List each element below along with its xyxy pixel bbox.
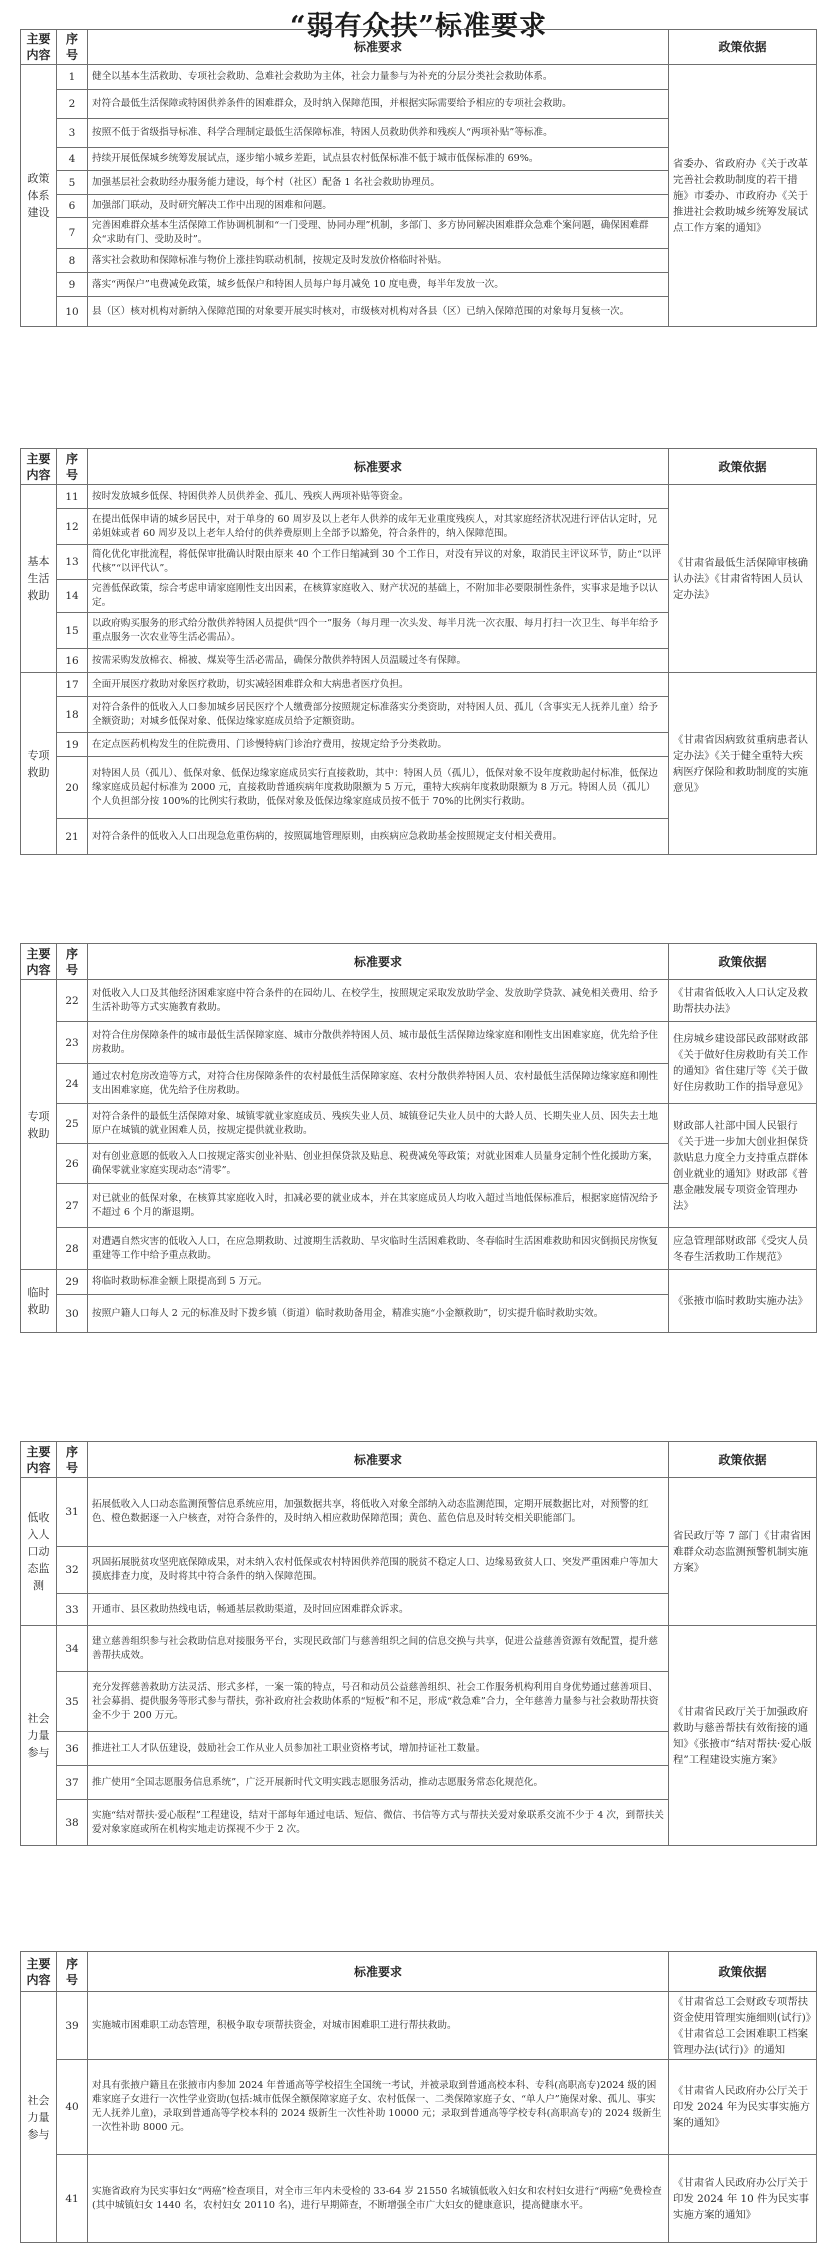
page-title: “弱有众扶”标准要求 <box>289 11 548 42</box>
requirement-text: 完善困难群众基本生活保障工作协调机制和“一门受理、协同办理”机制，多部门、多方协同解决困难群众急难个案问题，确保困难群众“求助有门、受助及时”。 <box>88 218 669 249</box>
requirement-text: 建立慈善组织参与社会救助信息对接服务平台，实现民政部门与慈善组织之间的信息交换与共享，促进公益慈善资源有效配置，提升慈善帮扶成效。 <box>88 1626 669 1672</box>
header-requirement: 标准要求 <box>88 1442 669 1478</box>
requirement-text: 以政府购买服务的形式给分散供养特困人员提供“四个一”服务（每月理一次头发、每半月洗一次衣服、每月打扫一次卫生、每半年给予重点服务一次农业等生活必需品）。 <box>88 613 669 649</box>
row-number: 1 <box>57 65 88 90</box>
requirement-text: 按时发放城乡低保、特困供养人员供养金、孤儿、残疾人两项补贴等资金。 <box>88 485 669 509</box>
header-basis: 政策依据 <box>669 1952 817 1992</box>
standards-table-2 <box>20 448 817 855</box>
policy-basis: 《甘肃省最低生活保障审核确认办法》《甘肃省特困人员认定办法》 <box>669 485 817 673</box>
requirement-text: 按照不低于省级指导标准、科学合理制定最低生活保障标准，特困人员救助供养和残疾人“两项补贴”等标准。 <box>88 119 669 148</box>
header-basis: 政策依据 <box>669 1442 817 1478</box>
row-number: 3 <box>57 119 88 148</box>
requirement-text: 对已就业的低保对象，在核算其家庭收入时，扣减必要的就业成本，并在其家庭成员人均收入超过当地低保标准后，根据家庭情况给予不超过 6 个月的渐退期。 <box>88 1184 669 1228</box>
section-special-assistance: 专项救助 <box>21 980 57 1270</box>
policy-basis: 省委办、省政府办《关于改革完善社会救助制度的若干措施》市委办、市政府办《关于推进社会救助城乡统筹发展试点工作方案的通知》 <box>669 65 817 327</box>
section-low-income-monitoring: 低收入人口动态监测 <box>21 1478 57 1626</box>
row-number: 11 <box>57 485 88 509</box>
policy-basis: 《甘肃省民政厅关于加强政府救助与慈善帮扶有效衔接的通知》《张掖市“结对帮扶·爱心版程”工程建设实施方案》 <box>669 1626 817 1846</box>
requirement-text: 拓展低收入人口动态监测预警信息系统应用，加强数据共享，将低收入对象全部纳入动态监测范围，定期开展数据比对，对预警的红色、橙色数据逐一入户核查，对符合条件的，及时纳入相应救助保障范围；黄色、蓝色信息及时转交相关职能部门。 <box>88 1478 669 1547</box>
requirement-text: 落实社会救助和保障标准与物价上涨挂钩联动机制，按规定及时发放价格临时补贴。 <box>88 249 669 273</box>
section-social-force: 社会力量参与 <box>21 1626 57 1846</box>
requirement-text: 完善低保政策，综合考虑申请家庭刚性支出因素，在核算家庭收入、财产状况的基础上，不附加非必要限制性条件，实事求是地予以认定。 <box>88 580 669 613</box>
row-number: 19 <box>57 733 88 757</box>
row-number: 33 <box>57 1594 88 1626</box>
header-content: 主要内容 <box>21 30 57 65</box>
policy-basis: 《甘肃省因病致贫重病患者认定办法》《关于健全重特大疾病医疗保险和救助制度的实施意见》 <box>669 673 817 855</box>
row-number: 10 <box>57 297 88 327</box>
requirement-text: 加强部门联动，及时研究解决工作中出现的困难和问题。 <box>88 195 669 218</box>
row-number: 17 <box>57 673 88 697</box>
header-seq: 序号 <box>57 449 88 485</box>
header-content: 主要内容 <box>21 944 57 980</box>
row-number: 32 <box>57 1547 88 1594</box>
header-seq: 序号 <box>57 944 88 980</box>
requirement-text: 对具有张掖户籍且在张掖市内参加 2024 年普通高等学校招生全国统一考试，并被录取到普通高校本科、专科(高职高专)2024 级的困难家庭子女进行一次性学业资助(包括:城市低保全额保障家庭子女、农村低保一、二类保障家庭子女、“单人户”施保对象、孤儿、事实无人抚养儿童)，录取到普通高等学校本科的 2024 级新生一次性补助 10000 元；录取到普通高等学校专科(高职高专)的 2024 级新生一次性补助 8000 元。 <box>88 2060 669 2155</box>
row-number: 22 <box>57 980 88 1022</box>
row-number: 29 <box>57 1270 88 1295</box>
requirement-text: 全面开展医疗救助对象医疗救助，切实减轻困难群众和大病患者医疗负担。 <box>88 673 669 697</box>
row-number: 18 <box>57 697 88 733</box>
header-content: 主要内容 <box>21 449 57 485</box>
requirement-text: 充分发挥慈善救助方法灵活、形式多样，一案一策的特点，号召和动员公益慈善组织、社会工作服务机构利用自身优势通过慈善项目、社会募捐、提供服务等形式参与帮扶，弥补政府社会救助体系的“短板”和不足，形成“救急难”合力，全年慈善力量参与社会救助帮扶资金不少于 200 万元。 <box>88 1672 669 1732</box>
header-requirement: 标准要求 <box>88 449 669 485</box>
section-special-assistance: 专项救助 <box>21 673 57 855</box>
standards-table-5 <box>20 1951 817 2243</box>
requirement-text: 对符合住房保障条件的城市最低生活保障家庭、城市分散供养特困人员、城市最低生活保障边缘家庭和刚性支出困难家庭，优先给予住房救助。 <box>88 1022 669 1064</box>
header-seq: 序号 <box>57 30 88 65</box>
requirement-text: 实施“结对帮扶·爱心版程”工程建设，结对干部每年通过电话、短信、微信、书信等方式与帮扶关爱对象联系交流不少于 4 次，到帮扶关爱对象家庭或所在机构实地走访探视不少于 2 次。 <box>88 1800 669 1846</box>
policy-basis: 财政部人社部中国人民银行《关于进一步加大创业担保贷款贴息力度全力支持重点群体创业就业的通知》财政部《普惠金融发展专项资金管理办法》 <box>669 1104 817 1228</box>
row-number: 35 <box>57 1672 88 1732</box>
row-number: 34 <box>57 1626 88 1672</box>
standards-table-4 <box>20 1441 817 1846</box>
requirement-text: 对低收入人口及其他经济困难家庭中符合条件的在园幼儿、在校学生，按照规定采取发放助学金、发放助学贷款、减免相关费用、给予生活补助等方式实施教育救助。 <box>88 980 669 1022</box>
requirement-text: 简化优化审批流程，将低保审批确认时限由原来 40 个工作日缩减到 30 个工作日，对没有异议的对象，取消民主评议环节，防止“以评代核”“以评代认”。 <box>88 545 669 580</box>
row-number: 9 <box>57 273 88 297</box>
row-number: 14 <box>57 580 88 613</box>
row-number: 2 <box>57 90 88 119</box>
requirement-text: 对符合最低生活保障或特困供养条件的困难群众，及时纳入保障范围，并根据实际需要给予相应的专项社会救助。 <box>88 90 669 119</box>
requirement-text: 通过农村危房改造等方式，对符合住房保障条件的农村最低生活保障家庭、农村分散供养特困人员、农村最低生活保障边缘家庭和刚性支出困难家庭，优先给予住房救助。 <box>88 1064 669 1104</box>
header-requirement: 标准要求 <box>88 1952 669 1992</box>
requirement-text: 对特困人员（孤儿）、低保对象、低保边缘家庭成员实行直接救助，其中：特困人员（孤儿），低保对象不设年度救助起付标准，低保边缘家庭成员起付标准为 2000 元，直接救助普通疾病年度救助限额为 5 万元，重特大疾病年度救助限额为 8 万元。特困人员（孤儿）个人负担部分按 100%的比例实行救助，低保对象及低保边缘家庭成员按不低于 70%的比例实行救助。 <box>88 757 669 819</box>
row-number: 5 <box>57 171 88 195</box>
requirement-text: 健全以基本生活救助、专项社会救助、急难社会救助为主体，社会力量参与为补充的分层分类社会救助体系。 <box>88 65 669 90</box>
requirement-text: 在定点医药机构发生的住院费用、门诊慢特病门诊治疗费用，按规定给予分类救助。 <box>88 733 669 757</box>
row-number: 16 <box>57 649 88 673</box>
requirement-text: 巩固拓展脱贫攻坚兜底保障成果，对未纳入农村低保或农村特困供养范围的脱贫不稳定人口、边缘易致贫人口、突发严重困难户等加大摸底排查力度，及时将其中符合条件的纳入保障范围。 <box>88 1547 669 1594</box>
header-content: 主要内容 <box>21 1442 57 1478</box>
header-basis: 政策依据 <box>669 944 817 980</box>
requirement-text: 对遭遇自然灾害的低收入人口，在应急期救助、过渡期生活救助、旱灾临时生活困难救助、冬春临时生活困难救助和因灾倒损民房恢复重建等工作中给予重点救助。 <box>88 1228 669 1270</box>
row-number: 21 <box>57 819 88 855</box>
row-number: 13 <box>57 545 88 580</box>
policy-basis: 《张掖市临时救助实施办法》 <box>669 1270 817 1333</box>
requirement-text: 对符合条件的低收入人口出现急危重伤病的，按照属地管理原则，由疾病应急救助基金按照规定支付相关费用。 <box>88 819 669 855</box>
requirement-text: 实施省政府为民实事妇女“两癌”检查项目，对全市三年内未受检的 33-64 岁 21550 名城镇低收入妇女和农村妇女进行“两癌”免费检查(其中城镇妇女 1440 名，农村妇女 20110 名)，进行早期筛查，不断增强全市广大妇女的健康意识，提高健康水平。 <box>88 2155 669 2243</box>
policy-basis: 省民政厅等 7 部门《甘肃省困难群众动态监测预警机制实施方案》 <box>669 1478 817 1626</box>
policy-basis: 《甘肃省总工会财政专项帮扶资金使用管理实施细则(试行)》《甘肃省总工会困难职工档案管理办法(试行)》的通知 <box>669 1992 817 2060</box>
requirement-text: 按照户籍人口每人 2 元的标准及时下拨乡镇（街道）临时救助备用金，精准实施“小金额救助”，切实提升临时救助实效。 <box>88 1295 669 1333</box>
row-number: 27 <box>57 1184 88 1228</box>
header-basis: 政策依据 <box>669 30 817 65</box>
policy-basis: 《甘肃省人民政府办公厅关于印发 2024 年 10 件为民实事实施方案的通知》 <box>669 2155 817 2243</box>
row-number: 8 <box>57 249 88 273</box>
section-policy-system: 政策体系建设 <box>21 65 57 327</box>
requirement-text: 对符合条件的低收入人口参加城乡居民医疗个人缴费部分按照规定标准落实分类资助，对特困人员、孤儿（含事实无人抚养儿童）给予全额资助；对城乡低保对象、低保边缘家庭成员给予定额资助。 <box>88 697 669 733</box>
policy-basis: 应急管理部财政部《受灾人员冬春生活救助工作规范》 <box>669 1228 817 1270</box>
policy-basis: 《甘肃省低收入人口认定及救助帮扶办法》 <box>669 980 817 1022</box>
section-temporary-assistance: 临时救助 <box>21 1270 57 1333</box>
requirement-text: 将临时救助标准金额上限提高到 5 万元。 <box>88 1270 669 1295</box>
standards-table-1 <box>20 29 817 327</box>
row-number: 26 <box>57 1144 88 1184</box>
row-number: 37 <box>57 1766 88 1800</box>
header-seq: 序号 <box>57 1442 88 1478</box>
requirement-text: 在提出低保申请的城乡居民中，对于单身的 60 周岁及以上老年人供养的成年无业重度残疾人，对其家庭经济状况进行评估认定时，兄弟姐妹或者 60 周岁及以上老年人给付的供养费原则上全部予以豁免，符合条件的，纳入保障范围。 <box>88 509 669 545</box>
policy-basis: 《甘肃省人民政府办公厅关于印发 2024 年为民实事实施方案的通知》 <box>669 2060 817 2155</box>
row-number: 30 <box>57 1295 88 1333</box>
row-number: 7 <box>57 218 88 249</box>
requirement-text: 开通市、县区救助热线电话，畅通基层救助渠道，及时回应困难群众诉求。 <box>88 1594 669 1626</box>
row-number: 20 <box>57 757 88 819</box>
requirement-text: 县（区）核对机构对新纳入保障范围的对象要开展实时核对，市级核对机构对各县（区）已纳入保障范围的对象每月复核一次。 <box>88 297 669 327</box>
row-number: 41 <box>57 2155 88 2243</box>
header-seq: 序号 <box>57 1952 88 1992</box>
section-basic-living: 基本生活救助 <box>21 485 57 673</box>
row-number: 23 <box>57 1022 88 1064</box>
requirement-text: 对有创业意愿的低收入人口按规定落实创业补贴、创业担保贷款及贴息、税费减免等政策；对就业困难人员量身定制个性化援助方案，确保零就业家庭实现动态“清零”。 <box>88 1144 669 1184</box>
requirement-text: 实施城市困难职工动态管理，积极争取专项帮扶资金，对城市困难职工进行帮扶救助。 <box>88 1992 669 2060</box>
row-number: 25 <box>57 1104 88 1144</box>
row-number: 15 <box>57 613 88 649</box>
header-requirement: 标准要求 <box>88 30 669 65</box>
row-number: 4 <box>57 148 88 171</box>
requirement-text: 持续开展低保城乡统筹发展试点，逐步缩小城乡差距，试点县农村低保标准不低于城市低保标准的 69%。 <box>88 148 669 171</box>
requirement-text: 对符合条件的最低生活保障对象、城镇零就业家庭成员、残疾失业人员、城镇登记失业人员中的大龄人员、长期失业人员、因失去土地原户在城镇的就业困难人员，按规定提供就业救助。 <box>88 1104 669 1144</box>
row-number: 6 <box>57 195 88 218</box>
section-social-force: 社会力量参与 <box>21 1992 57 2243</box>
header-content: 主要内容 <box>21 1952 57 1992</box>
row-number: 31 <box>57 1478 88 1547</box>
requirement-text: 推进社工人才队伍建设，鼓励社会工作从业人员参加社工职业资格考试，增加持证社工数量。 <box>88 1732 669 1766</box>
policy-basis: 住房城乡建设部民政部财政部《关于做好住房救助有关工作的通知》省住建厅等《关于做好住房救助工作的指导意见》 <box>669 1022 817 1104</box>
requirement-text: 按需采购发放棉衣、棉被、煤炭等生活必需品，确保分散供养特困人员温暖过冬有保障。 <box>88 649 669 673</box>
requirement-text: 推广使用“全国志愿服务信息系统”，广泛开展新时代文明实践志愿服务活动，推动志愿服务常态化规范化。 <box>88 1766 669 1800</box>
row-number: 38 <box>57 1800 88 1846</box>
requirement-text: 落实“两保户”电费减免政策，城乡低保户和特困人员每户每月减免 10 度电费，每半年发放一次。 <box>88 273 669 297</box>
row-number: 24 <box>57 1064 88 1104</box>
row-number: 40 <box>57 2060 88 2155</box>
header-basis: 政策依据 <box>669 449 817 485</box>
requirement-text: 加强基层社会救助经办服务能力建设，每个村（社区）配备 1 名社会救助协理员。 <box>88 171 669 195</box>
row-number: 28 <box>57 1228 88 1270</box>
header-requirement: 标准要求 <box>88 944 669 980</box>
row-number: 39 <box>57 1992 88 2060</box>
standards-table-3 <box>20 943 817 1333</box>
row-number: 12 <box>57 509 88 545</box>
row-number: 36 <box>57 1732 88 1766</box>
